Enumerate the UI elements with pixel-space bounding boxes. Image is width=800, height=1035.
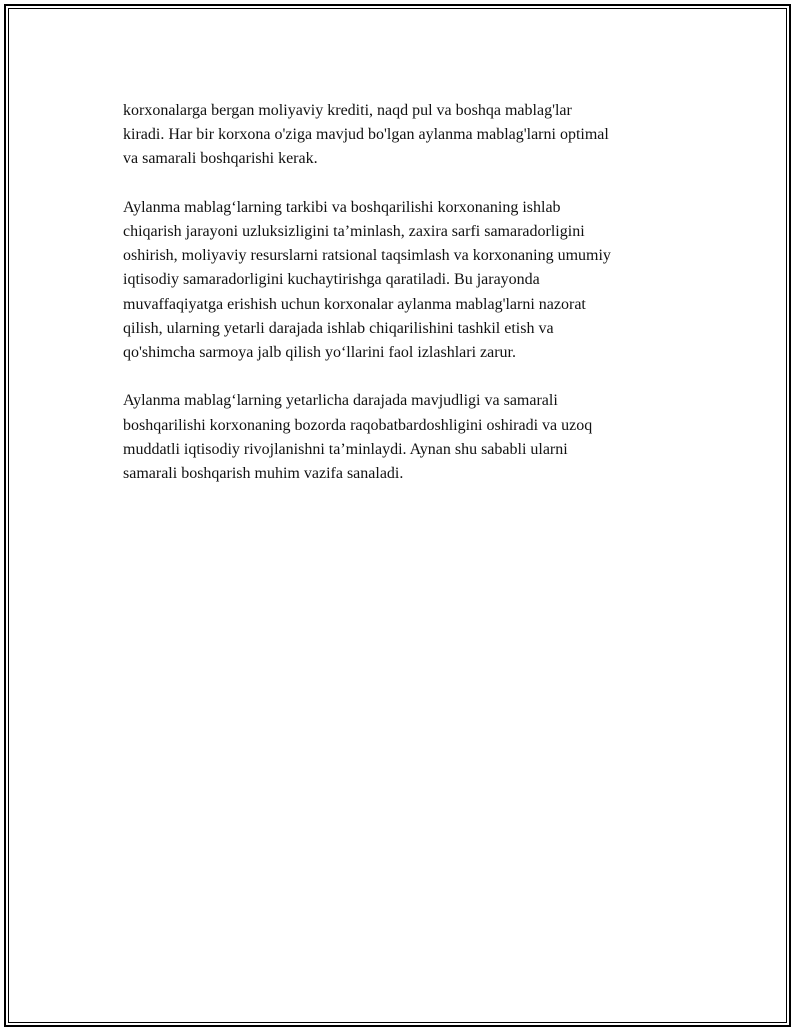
- text-line: korxonalarga bergan moliyaviy krediti, naqd pul va boshqa mablag'lar: [123, 102, 572, 119]
- text-line: Aylanma mablag‘larning yetarlicha darajada mavjudligi va samarali: [123, 392, 558, 410]
- text-line: Aylanma mablag‘larning tarkibi va boshqarilishi korxonaning ishlab: [123, 198, 561, 216]
- text-line: chiqarish jarayoni uzluksizligini ta’minlash, zaxira sarfi samaradorligini: [123, 223, 585, 240]
- page-border: [4, 4, 791, 1027]
- text-line: qilish, ularning yetarli darajada ishlab chiqarilishini tashkil etish va: [123, 319, 554, 337]
- paragraph-1: [123, 99, 703, 172]
- text-line: iqtisodiy samaradorligini kuchaytirishga qaratiladi. Bu jarayonda: [123, 271, 540, 289]
- text-line: boshqarilishi korxonaning bozorda raqobatbardoshligini oshiradi va uzoq: [123, 416, 593, 434]
- text-line: muddatli iqtisodiy rivojlanishni ta’minlaydi. Aynan shu sababli ularni: [123, 440, 568, 458]
- text-line: muvaffaqiyatga erishish uchun korxonalar aylanma mablag'larni nazorat: [123, 295, 586, 313]
- paragraph-3: [123, 389, 703, 486]
- text-line: qo'shimcha sarmoya jalb qilish yo‘llarini faol izlashlari zarur.: [123, 344, 516, 362]
- text-line: oshirish, moliyaviy resurslarni ratsional taqsimlash va korxonaning umumiy: [123, 247, 611, 265]
- paragraph-2: [123, 196, 703, 365]
- document-body: [123, 99, 703, 510]
- text-line: va samarali boshqarishi kerak.: [123, 150, 318, 168]
- text-line: kiradi. Har bir korxona o'ziga mavjud bo'lgan aylanma mablag'larni optimal: [123, 126, 609, 144]
- text-line: samarali boshqarish muhim vazifa sanaladi.: [123, 465, 404, 483]
